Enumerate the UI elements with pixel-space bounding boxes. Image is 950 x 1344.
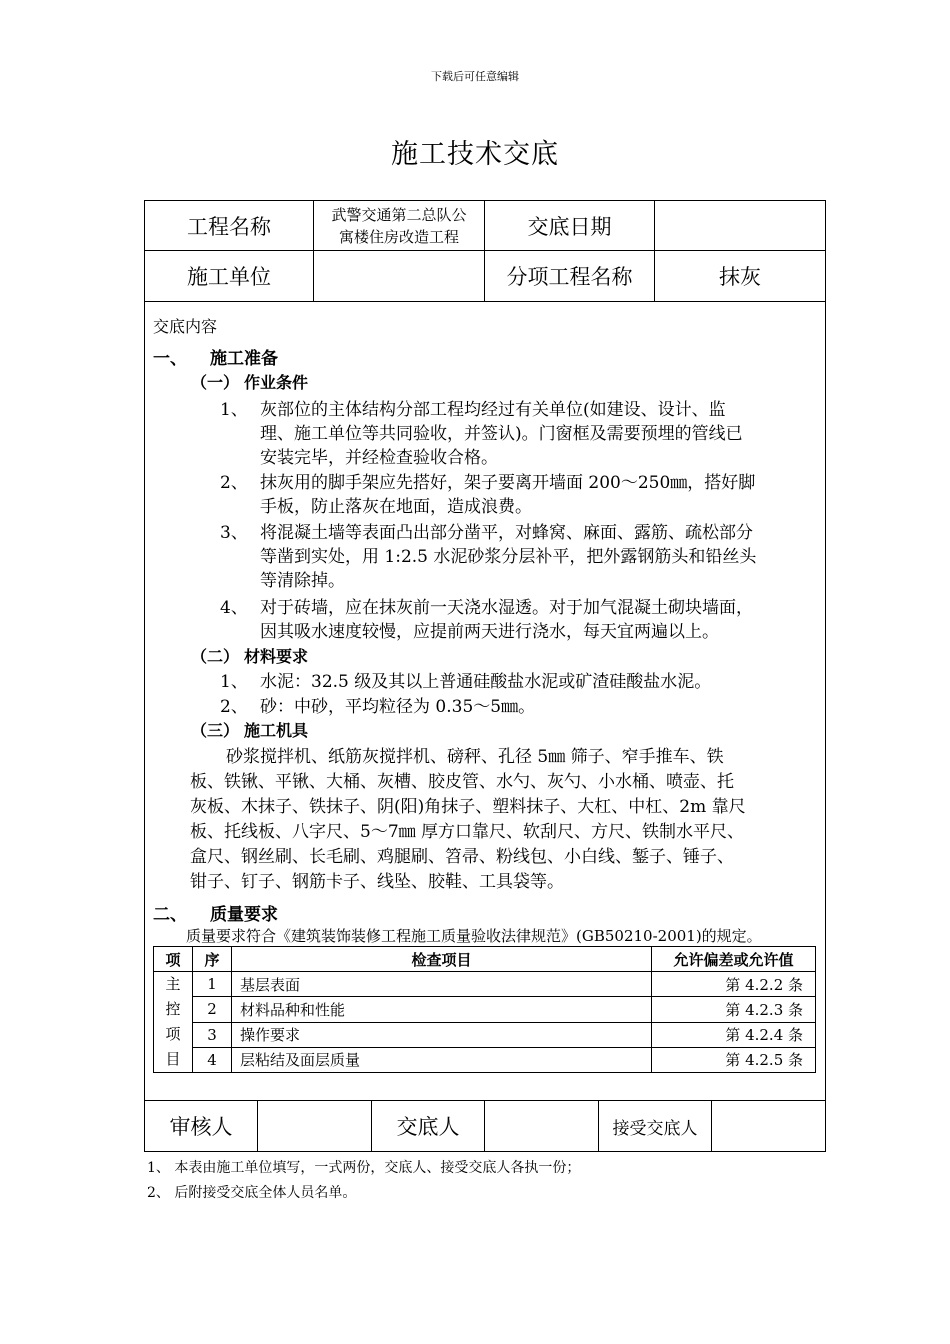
footnote-2: 2、 后附接受交底全体人员名单。: [147, 1185, 357, 1201]
sub1-item4-line2: 因其吸水速度较慢，应提前两天进行浇水，每天宜两遍以上。: [260, 622, 719, 642]
qa-row-seq: 2: [193, 997, 232, 1022]
sub2-item1-number: 1、: [220, 672, 248, 692]
qa-header-check: 检查项目: [232, 947, 652, 972]
qa-group-char: 项: [165, 1025, 181, 1043]
reviewer-signature-field[interactable]: [258, 1101, 372, 1152]
qa-row-value: 第 4.2.2 条: [652, 972, 816, 997]
sub3-line1: 砂浆搅拌机、纸筋灰搅拌机、磅秤、孔径 5㎜ 筛子、窄手推车、铁: [226, 747, 724, 767]
discloser-label: 交底人: [372, 1101, 485, 1152]
qa-row-seq: 1: [193, 972, 232, 997]
signature-table: [144, 1100, 826, 1152]
sub1-item3-line1: 将混凝土墙等表面凸出部分凿平，对蜂窝、麻面、露筋、疏松部分: [260, 523, 753, 543]
section2-intro: 质量要求符合《建筑装饰装修工程施工质量验收法律规范》(GB50210-2001)的规定。: [186, 927, 762, 945]
sub1-item3-line3: 等清除掉。: [260, 571, 345, 591]
sub1-item2-line2: 手板，防止落灰在地面，造成浪费。: [260, 497, 532, 517]
project-name-line-1: 武警交通第二总队公: [331, 205, 467, 224]
sub1-item2-line1: 抹灰用的脚手架应先搭好，架子要离开墙面 200～250㎜，搭好脚: [260, 473, 756, 493]
content-label: 交底内容: [153, 317, 218, 336]
discloser-signature-field[interactable]: [485, 1101, 599, 1152]
sub-project-label: 分项工程名称: [485, 251, 655, 302]
sub1-item4-line1: 对于砖墙，应在抹灰前一天浇水湿透。对于加气混凝土砌块墙面，: [260, 598, 753, 618]
qa-group-char: 控: [165, 1000, 181, 1018]
section2-number: 二、: [153, 905, 187, 925]
sub1-item3-line2: 等凿到实处，用 1:2.5 水泥砂浆分层补平，把外露钢筋头和铅丝头: [260, 547, 757, 567]
unit-label: 施工单位: [145, 251, 314, 302]
section1-number: 一、: [153, 349, 187, 369]
sub3-line6: 钳子、钉子、钢筋卡子、线坠、胶鞋、工具袋等。: [190, 872, 564, 892]
project-name-line-2: 寓楼住房改造工程: [338, 227, 459, 246]
sub3-title: 施工机具: [244, 721, 309, 740]
sub-project-value: 抹灰: [655, 251, 826, 302]
sub1-title: 作业条件: [244, 373, 309, 392]
sub2-item2-text: 砂：中砂，平均粒径为 0.35～5㎜。: [260, 697, 536, 717]
qa-row-seq: 3: [193, 1022, 232, 1047]
qa-row-value: 第 4.2.3 条: [652, 997, 816, 1022]
project-info-table: [144, 200, 826, 302]
qa-header-seq: 序: [193, 947, 232, 972]
sub1-item1-line2: 理、施工单位等共同验收，并签认)。门窗框及需要预埋的管线已: [260, 424, 743, 444]
qa-row-item: 基层表面: [232, 972, 652, 997]
sub1-item3-number: 3、: [220, 523, 248, 543]
sub1-item4-number: 4、: [220, 598, 248, 618]
sub2-title: 材料要求: [244, 647, 309, 666]
receiver-label: 接受交底人: [599, 1101, 712, 1152]
sub2-item1-text: 水泥：32.5 级及其以上普通硅酸盐水泥或矿渣硅酸盐水泥。: [260, 672, 712, 692]
qa-row-item: 操作要求: [232, 1022, 652, 1047]
qa-row-item: 层粘结及面层质量: [232, 1047, 652, 1072]
header-note: 下载后可任意编辑: [431, 70, 519, 83]
unit-value: [314, 251, 485, 302]
sub3-line2: 板、铁锹、平锹、大桶、灰槽、胶皮管、水勺、灰勺、小水桶、喷壶、托: [190, 772, 734, 792]
qa-group-char: 目: [165, 1050, 181, 1068]
sub1-item1-line3: 安装完毕，并经检查验收合格。: [260, 448, 498, 468]
sub3-line3: 灰板、木抹子、铁抹子、阴(阳)角抹子、塑料抹子、大杠、中杠、2m 靠尺: [190, 797, 746, 817]
section1-title: 施工准备: [210, 349, 278, 369]
sub3-line5: 盒尺、钢丝刷、长毛刷、鸡腿刷、笤帚、粉线包、小白线、錾子、锤子、: [190, 847, 734, 867]
document-title: 施工技术交底: [391, 139, 559, 170]
qa-row-value: 第 4.2.5 条: [652, 1047, 816, 1072]
qa-row-seq: 4: [193, 1047, 232, 1072]
sub1-number: （一）: [191, 373, 240, 392]
section2-title: 质量要求: [210, 905, 278, 925]
sub1-item1-line1: 灰部位的主体结构分部工程均经过有关单位(如建设、设计、监: [260, 400, 726, 420]
date-label: 交底日期: [485, 201, 655, 251]
sub1-item2-number: 2、: [220, 473, 248, 493]
sub2-number: （二）: [191, 647, 240, 666]
sub3-line4: 板、托线板、八字尺、5～7㎜ 厚方口靠尺、软刮尺、方尺、铁制水平尺、: [190, 822, 745, 842]
date-value: [655, 201, 826, 251]
qa-group-label: [154, 972, 193, 1073]
quality-table: [153, 946, 816, 1073]
sub2-item2-number: 2、: [220, 697, 248, 717]
reviewer-label: 审核人: [145, 1101, 258, 1152]
qa-row-item: 材料品种和性能: [232, 997, 652, 1022]
footnote-1: 1、 本表由施工单位填写，一式两份，交底人、接受交底人各执一份；: [147, 1160, 581, 1176]
project-name-value: [314, 201, 485, 251]
qa-row-value: 第 4.2.4 条: [652, 1022, 816, 1047]
qa-group-char: 主: [165, 975, 181, 993]
sub3-number: （三）: [191, 721, 240, 740]
qa-header-item: 项: [154, 947, 193, 972]
sub1-item1-number: 1、: [220, 400, 248, 420]
project-name-label: 工程名称: [145, 201, 314, 251]
receiver-signature-field[interactable]: [712, 1101, 826, 1152]
qa-header-value: 允许偏差或允许值: [652, 947, 816, 972]
